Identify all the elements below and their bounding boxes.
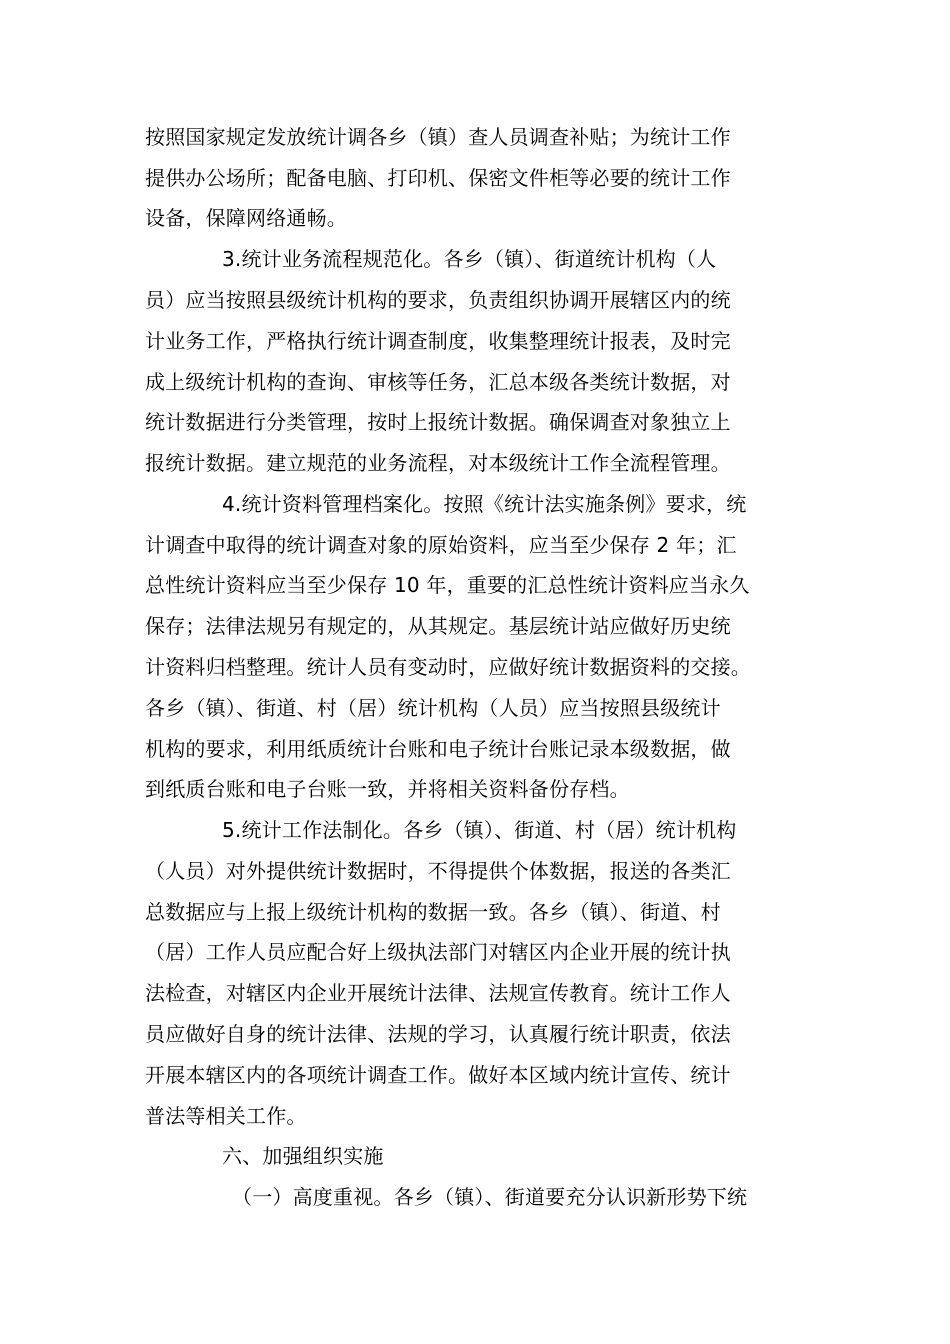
text-line: 到纸质台账和电子台账一致，并将相关资料备份存档。	[145, 777, 630, 801]
text-line: 机构的要求，利用纸质统计台账和电子统计台账记录本级数据，做	[145, 737, 731, 761]
text-line: 报统计数据。建立规范的业务流程，对本级统计工作全流程管理。	[145, 451, 731, 475]
text-line: 各乡（镇）、街道、村（居）统计机构（人员）应当按照县级统计	[145, 696, 721, 720]
text-line: （居）工作人员应配合好上级执法部门对辖区内企业开展的统计执	[145, 940, 731, 964]
text-line: 成上级统计机构的查询、审核等任务，汇总本级各类统计数据，对	[145, 370, 731, 394]
text-line: 总性统计资料应当至少保存 10 年，重要的汇总性统计资料应当永久	[145, 573, 750, 597]
text-line: 3.统计业务流程规范化。各乡（镇）、街道统计机构（人	[222, 247, 717, 271]
text-line: 设备，保障网络通畅。	[145, 206, 347, 230]
text-line: 4.统计资料管理档案化。按照《统计法实施条例》要求，统	[222, 492, 747, 516]
text-line: 按照国家规定发放统计调各乡（镇）查人员调查补贴；为统计工作	[145, 125, 731, 149]
text-line: 开展本辖区内的各项统计调查工作。做好本区域内统计宣传、统计	[145, 1063, 731, 1087]
text-line: 计业务工作，严格执行统计调查制度，收集整理统计报表，及时完	[145, 329, 731, 353]
text-line: 保存；法律法规另有规定的，从其规定。基层统计站应做好历史统	[145, 614, 731, 638]
text-line: （一）高度重视。各乡（镇）、街道要充分认识新形势下统	[232, 1185, 748, 1209]
text-line: 提供办公场所；配备电脑、打印机、保密文件柜等必要的统计工作	[145, 166, 731, 190]
text-line: 员）应当按照县级统计机构的要求，负责组织协调开展辖区内的统	[145, 288, 731, 312]
text-line: 5.统计工作法制化。各乡（镇）、街道、村（居）统计机构	[222, 818, 737, 842]
text-line: 法检查，对辖区内企业开展统计法律、法规宣传教育。统计工作人	[145, 981, 731, 1005]
text-line: 计资料归档整理。统计人员有变动时，应做好统计数据资料的交接。	[145, 655, 751, 679]
text-line: 普法等相关工作。	[145, 1104, 307, 1128]
text-line: 计调查中取得的统计调查对象的原始资料，应当至少保存 2 年；汇	[145, 533, 737, 557]
text-line: （人员）对外提供统计数据时，不得提供个体数据，报送的各类汇	[145, 859, 731, 883]
text-line: 员应做好自身的统计法律、法规的学习，认真履行统计职责，依法	[145, 1022, 731, 1046]
text-line: 统计数据进行分类管理，按时上报统计数据。确保调查对象独立上	[145, 410, 731, 434]
section-heading: 六、加强组织实施	[222, 1144, 384, 1168]
text-line: 总数据应与上报上级统计机构的数据一致。各乡（镇）、街道、村	[145, 900, 721, 924]
